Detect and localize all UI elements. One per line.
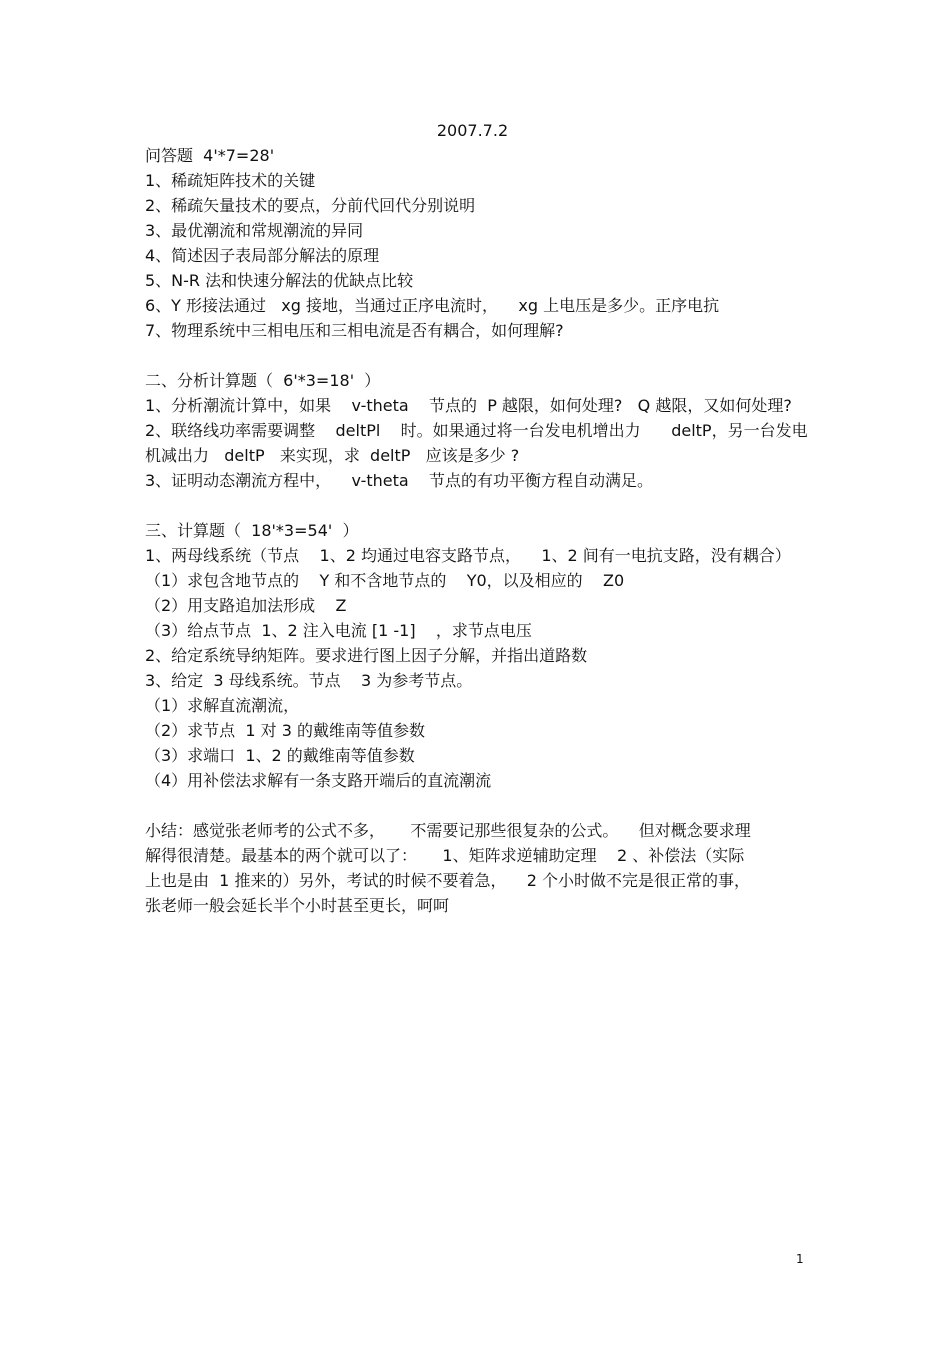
section3-item: （1）求解直流潮流， bbox=[145, 696, 300, 715]
section3-item: （4）用补偿法求解有一条支路开端后的直流潮流 bbox=[145, 771, 492, 790]
section3-item: 2、给定系统导纳矩阵。要求进行图上因子分解，并指出道路数 bbox=[145, 646, 588, 665]
section3-item: 3、给定 3 母线系统。节点 3 为参考节点。 bbox=[145, 671, 473, 690]
section2-heading: 二、分析计算题（ 6'*3=18' ） bbox=[145, 371, 381, 390]
section3-heading: 三、计算题（ 18'*3=54' ） bbox=[145, 521, 359, 540]
section1-item: 7、物理系统中三相电压和三相电流是否有耦合，如何理解? bbox=[145, 321, 564, 340]
summary-line: 上也是由 1 推来的）另外，考试的时候不要着急， 2 个小时做不完是很正常的事， bbox=[145, 871, 751, 890]
document-date: 2007.7.2 bbox=[436, 121, 509, 140]
summary-line: 解得很清楚。最基本的两个就可以了： 1、矩阵求逆辅助定理 2 、补偿法（实际 bbox=[145, 846, 745, 865]
summary-line: 小结：感觉张老师考的公式不多， 不需要记那些很复杂的公式。 但对概念要求理 bbox=[145, 821, 751, 840]
section3-item: 1、两母线系统（节点 1、2 均通过电容支路节点， 1、2 间有一电抗支路，没有耦合） bbox=[145, 546, 791, 565]
section1-item: 2、稀疏矢量技术的要点，分前代回代分别说明 bbox=[145, 196, 476, 215]
section1-heading: 问答题 4'*7=28' bbox=[145, 146, 275, 165]
section2-item: 1、分析潮流计算中，如果 v-theta 节点的 P 越限，如何处理? Q 越限，又如何处理? bbox=[145, 396, 792, 415]
spacer bbox=[145, 493, 810, 518]
section1-item: 1、稀疏矩阵技术的关键 bbox=[145, 171, 316, 190]
section3-item: （1）求包含地节点的 Y 和不含地节点的 Y0，以及相应的 Z0 bbox=[145, 571, 625, 590]
section1-item: 6、Y 形接法通过 xg 接地，当通过正序电流时， xg 上电压是多少。正序电抗 bbox=[145, 296, 720, 315]
spacer bbox=[145, 793, 810, 818]
summary-line: 张老师一般会延长半个小时甚至更长，呵呵 bbox=[145, 896, 450, 915]
spacer bbox=[145, 343, 810, 368]
section2-item: 2、联络线功率需要调整 deltPl 时。如果通过将一台发电机增出力 deltP，另一台发电机减出力 deltP 来实现，求 deltP 应该是多少 ? bbox=[145, 421, 808, 465]
section3-item: （2）求节点 1 对 3 的戴维南等值参数 bbox=[145, 721, 425, 740]
document-body bbox=[145, 118, 810, 918]
section1-item: 3、最优潮流和常规潮流的异同 bbox=[145, 221, 364, 240]
section3-item: （2）用支路追加法形成 Z bbox=[145, 596, 347, 615]
section3-item: （3）给点节点 1、2 注入电流 [1 -1] ，求节点电压 bbox=[145, 621, 532, 640]
section1-item: 4、简述因子表局部分解法的原理 bbox=[145, 246, 380, 265]
page-number: 1 bbox=[796, 1252, 804, 1266]
section1-item: 5、N-R 法和快速分解法的优缺点比较 bbox=[145, 271, 414, 290]
section2-item: 3、证明动态潮流方程中， v-theta 节点的有功平衡方程自动满足。 bbox=[145, 471, 654, 490]
section3-item: （3）求端口 1、2 的戴维南等值参数 bbox=[145, 746, 415, 765]
